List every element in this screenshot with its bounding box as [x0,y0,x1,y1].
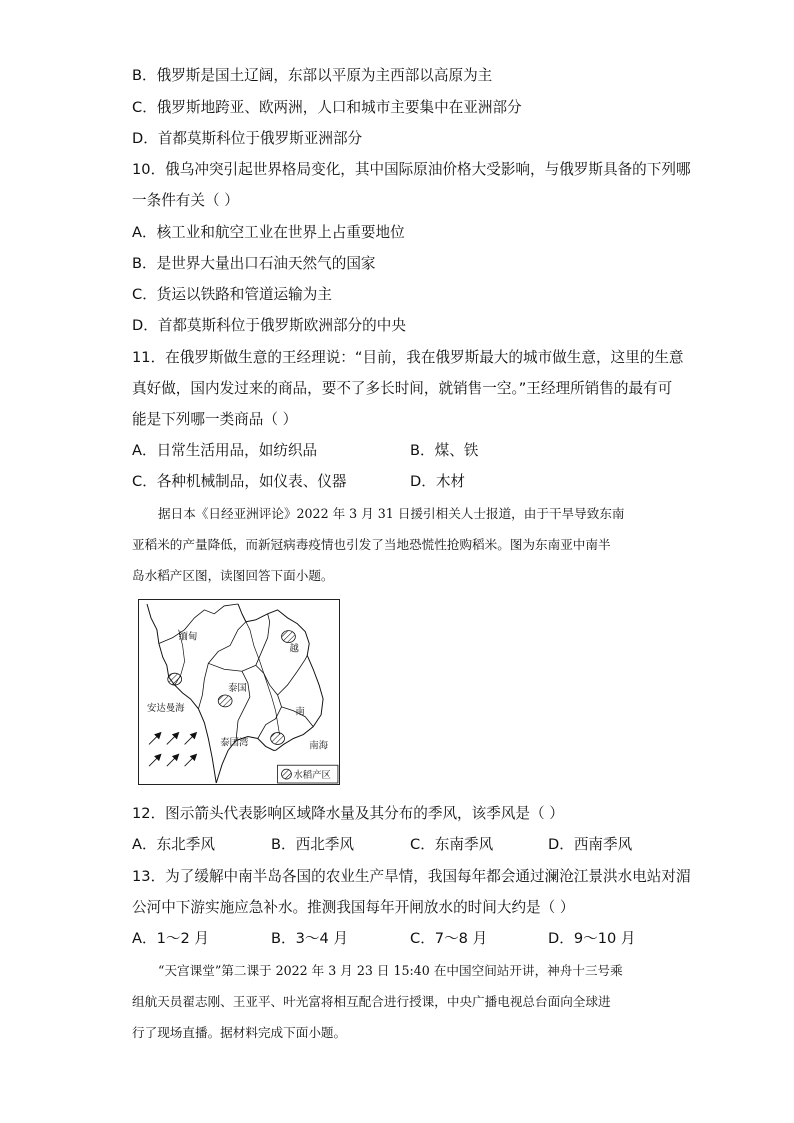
material-2-line-2: 组航天员翟志刚、王亚平、叶光富将相互配合进行授课，中央广播电视总台面向全球进 [132,994,611,1009]
q13-stem-line-2: 公河中下游实施应急补水。推测我国每年开闸放水的时间大约是（ ） [132,899,575,916]
label-south: 南 [295,706,305,718]
q11-option-d: D．木材 [410,473,466,490]
q11-stem-line-1: 11．在俄罗斯做生意的王经理说：“目前，我在俄罗斯最大的城市做生意，这里的生意 [132,349,684,366]
q11-option-c: C．各种机械制品，如仪表、仪器 [132,473,347,490]
material-2-line-1: “天宫课堂”第二课于 2022 年 3 月 23 日 15:40 在中国空间站开讲，神舟十三号乘 [158,963,623,978]
material-1-line-1: 据日本《日经亚洲评论》2022 年 3 月 31 日援引相关人士报道，由于干旱导致东南 [158,506,625,521]
material-2-line-3: 行了现场直播。据材料完成下面小题。 [132,1025,347,1040]
label-vietnam-north: 越 [289,643,299,655]
map-svg [139,600,339,784]
q11-stem-line-3: 能是下列哪一类商品（ ） [132,411,298,428]
monsoon-arrows [149,733,196,767]
map-legend [278,765,338,783]
label-thailand: 泰国 [228,683,247,695]
river [242,614,280,735]
rice-region-thailand [218,695,232,707]
q13-option-d: D．9～10 月 [548,930,636,947]
label-gulf: 泰国湾 [220,737,249,749]
q10-option-a: A．核工业和航空工业在世界上占重要地位 [132,224,405,241]
q13-option-b: B．3～4 月 [271,930,349,947]
borders [159,604,313,741]
q12-option-b: B．西北季风 [271,836,354,853]
q12-option-d: D．西南季风 [548,836,633,853]
q10-option-d: D．首都莫斯科位于俄罗斯欧洲部分的中央 [132,317,406,334]
label-south-sea: 南海 [309,740,329,752]
label-andaman: 安达曼海 [147,702,185,714]
q13-option-a: A．1～2 月 [132,930,209,947]
material-1-line-3: 岛水稻产区图，读图回答下面小题。 [132,568,334,583]
q12-option-a: A．东北季风 [132,836,215,853]
q11-option-a: A．日常生活用品，如纺织品 [132,442,318,459]
rice-region-red-river [282,631,296,643]
q12-stem: 12．图示箭头代表影响区域降水量及其分布的季风，该季风是（ ） [132,805,564,822]
q13-stem-line-1: 13．为了缓解中南半岛各国的农业生产旱情，我国每年都会通过澜沧江景洪水电站对湄 [132,868,691,885]
q9-option-d: D．首都莫斯科位于俄罗斯亚洲部分 [132,130,363,147]
q9-option-b: B．俄罗斯是国土辽阔，东部以平原为主西部以高原为主 [132,67,493,84]
q13-option-c: C．7～8 月 [410,930,488,947]
legend-label: 水稻产区 [293,770,331,782]
q12-option-c: C．东南季风 [410,836,494,853]
q11-option-b: B．煤、铁 [410,442,479,459]
q10-stem-line-1: 10．俄乌冲突引起世界格局变化，其中国际原油价格大受影响，与俄罗斯具备的下列哪 [132,161,691,178]
q9-option-c: C．俄罗斯地跨亚、欧两洲，人口和城市主要集中在亚洲部分 [132,99,522,116]
rice-region-map [138,599,340,785]
label-myanmar: 缅甸 [178,631,198,643]
rice-region-mekong [271,733,285,745]
q10-stem-line-2: 一条件有关（ ） [132,192,239,209]
q10-option-c: C．货运以铁路和管道运输为主 [132,286,332,303]
q11-stem-line-2: 真好做，国内发过来的商品，要不了多长时间，就销售一空。”王经理所销售的最有可 [132,380,673,397]
rice-region-myanmar [168,673,182,685]
q10-option-b: B．是世界大量出口石油天然气的国家 [132,255,376,272]
material-1-line-2: 亚稻米的产量降低，而新冠病毒疫情也引发了当地恐慌性抢购稻米。图为东南亚中南半 [132,537,611,552]
